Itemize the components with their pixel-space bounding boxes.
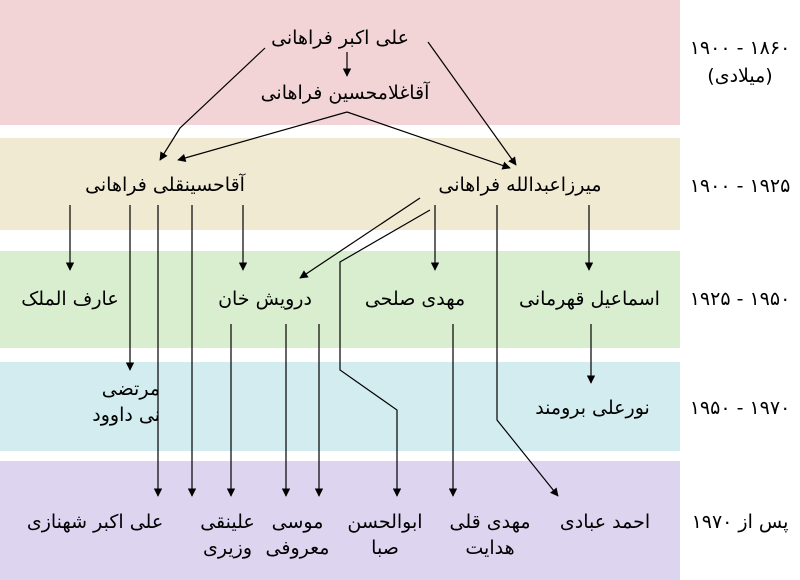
node-esmail-ghahremani: اسماعیل قهرمانی [519, 288, 660, 310]
node-mehdi-solhi: مهدی صلحی [364, 288, 466, 310]
node-ahmad-ebadi: احمد عبادی [559, 511, 651, 533]
node-mehdigholi-line1: مهدی قلی [449, 511, 531, 533]
period-label-1900-1925: ۱۹۰۰ - ۱۹۲۵ [689, 175, 791, 197]
node-abolhasan-saba [335, 509, 435, 561]
node-morteza-line2: نی داوود [92, 404, 160, 426]
node-morteza-neydavoud [70, 376, 160, 428]
node-abolhasan-line2: صبا [371, 537, 399, 559]
arrow-abdollah-to-saba [340, 210, 430, 496]
node-aref-ol-molk: عارف الملک [21, 288, 119, 310]
node-aqagholam-hossein-farahani: آقاغلامحسین فراهانی [260, 82, 430, 104]
node-mirza-abdollah-farahani: میرزاعبدالله فراهانی [438, 174, 602, 196]
node-alinaghi-line1: علینقی [200, 511, 255, 533]
node-abolhasan-line1: ابوالحسن [347, 511, 423, 533]
node-mehdigholi-hedayat [440, 509, 540, 561]
arrow-gholamhossein-to-abdollah [347, 112, 510, 168]
node-darvish-khan: درویش خان [218, 288, 312, 310]
node-mousa-line1: موسی [271, 511, 324, 533]
node-alinaghi-line2: وزیری [203, 537, 252, 559]
node-morteza-line1: مرتضی [101, 378, 160, 400]
node-nourali-boroumand: نورعلی برومند [535, 397, 650, 419]
arrow-abdollah-to-ebadi [497, 205, 558, 496]
node-ali-akbar-farahani: علی اکبر فراهانی [271, 27, 409, 49]
period-label-1925-1950: ۱۹۲۵ - ۱۹۵۰ [689, 288, 791, 310]
period-label-1950-1970: ۱۹۵۰ - ۱۹۷۰ [689, 397, 791, 419]
period-note: (میلادی) [707, 65, 773, 87]
period-label-after-1970: پس از ۱۹۷۰ [691, 511, 789, 533]
period-years: ۱۸۶۰ - ۱۹۰۰ [689, 37, 791, 59]
node-ali-akbar-shahnazi: علی اکبر شهنازی [26, 511, 164, 533]
node-mousa-maroufi [255, 509, 340, 561]
arrow-gholamhossein-to-hosseingholi [178, 112, 347, 160]
node-mousa-line2: معروفی [265, 537, 330, 559]
node-aqahosseingholi-farahani: آقاحسینقلی فراهانی [85, 174, 245, 196]
node-mehdigholi-line2: هدایت [465, 537, 515, 559]
arrow-abdollah-to-darvish [300, 198, 420, 278]
